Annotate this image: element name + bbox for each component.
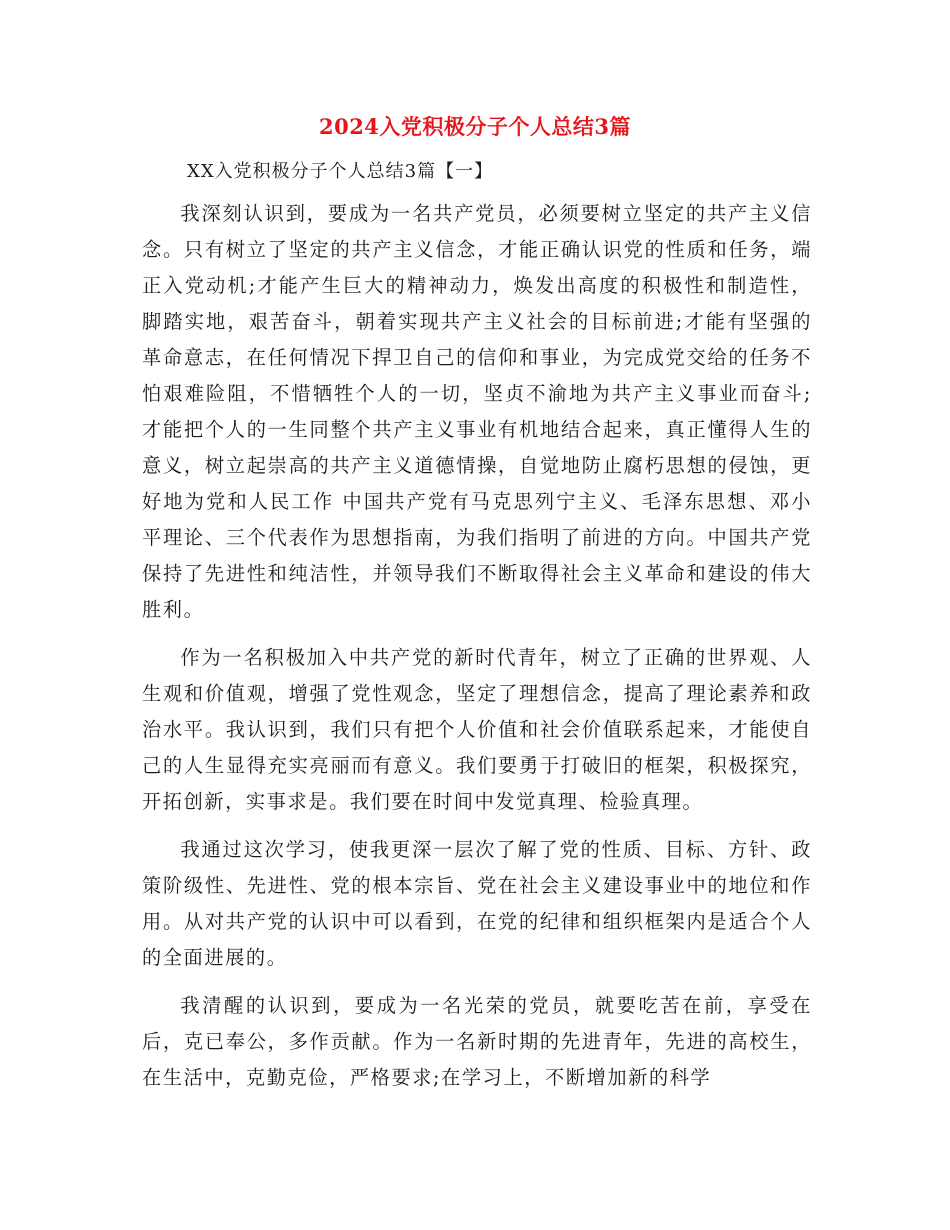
paragraph-2: 作为一名积极加入中共产党的新时代青年，树立了正确的世界观、人生观和价值观，增强了党性观念，坚定了理想信念，提高了理论素养和政治水平。我认识到，我们只有把个人价值和社会价值联系起来，才能使自己的人生显得充实亮丽而有意义。我们要勇于打破旧的框架，积极探究，开拓创新，实事求是。我们要在时间中发觉真理、检验真理。 bbox=[142, 646, 812, 813]
paragraph-4: 我清醒的认识到，要成为一名光荣的党员，就要吃苦在前，享受在后，克已奉公，多作贡献。作为一名新时期的先进青年，先进的高校生，在生活中，克勤克俭，严格要求;在学习上，不断增加新的科学 bbox=[142, 994, 812, 1089]
paragraph-1: 我深刻认识到，要成为一名共产党员，必须要树立坚定的共产主义信念。只有树立了坚定的共产主义信念，才能正确认识党的性质和任务，端正入党动机;才能产生巨大的精神动力，焕发出高度的积极性和制造性，脚踏实地，艰苦奋斗，朝着实现共产主义社会的目标前进;才能有坚强的革命意志，在任何情况下捍卫自己的信仰和事业，为完成党交给的任务不怕艰难险阻，不惜牺牲个人的一切，坚贞不渝地为共产主义事业而奋斗;才能把个人的一生同整个共产主义事业有机地结合起来，真正懂得人生的意义，树立起崇高的共产主义道德情操，自觉地防止腐朽思想的侵蚀，更好地为党和人民工作 中国共产党有马克思列宁主义、毛泽东思想、邓小平理论、三个代表作为思想指南，为我们指明了前进的方向。中国共产党保持了先进性和纯洁性，并领导我们不断取得社会主义革命和建设的伟大胜利。 bbox=[142, 202, 812, 621]
section-heading: XX入党积极分子个人总结3篇【一】 bbox=[187, 161, 494, 182]
document-body bbox=[142, 196, 812, 1108]
document-title: 2024入党积极分子个人总结3篇 bbox=[318, 114, 632, 139]
paragraph-3: 我通过这次学习，使我更深一层次了解了党的性质、目标、方针、政策阶级性、先进性、党的根本宗旨、党在社会主义建设事业中的地位和作用。从对共产党的认识中可以看到，在党的纪律和组织框架内是适合个人的全面进展的。 bbox=[142, 838, 812, 969]
